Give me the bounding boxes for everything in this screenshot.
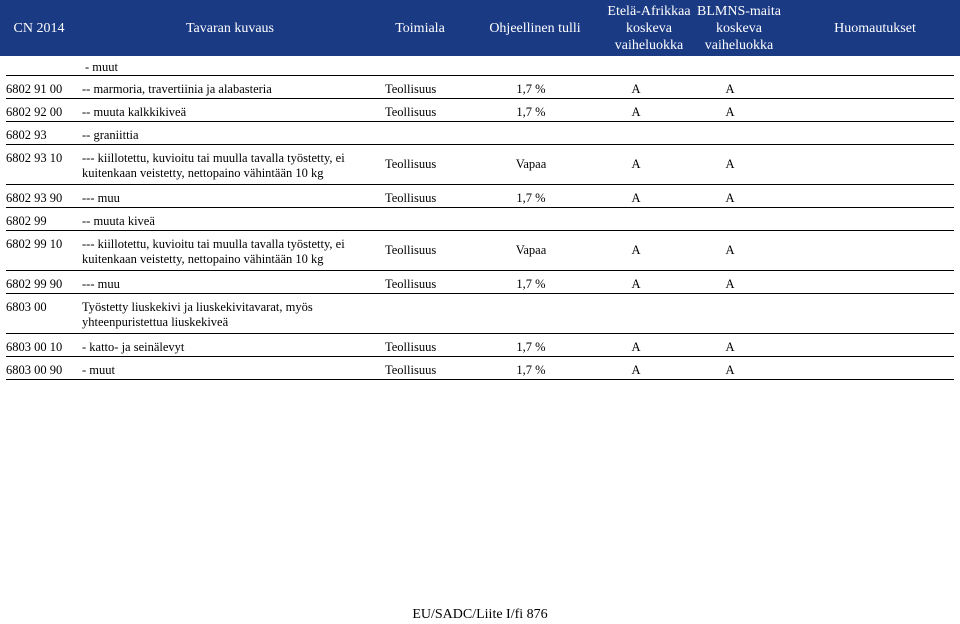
row-sector: Teollisuus bbox=[385, 277, 437, 291]
table-row bbox=[6, 121, 954, 145]
row-sa-stage: A bbox=[631, 340, 641, 354]
table-header bbox=[0, 0, 960, 56]
table-row bbox=[6, 98, 954, 122]
row-sector: Teollisuus bbox=[385, 191, 437, 205]
row-code: 6802 93 10 bbox=[6, 151, 63, 165]
row-tariff: 1,7 % bbox=[516, 82, 546, 96]
row-blmns-stage: A bbox=[725, 105, 735, 119]
row-tariff: 1,7 % bbox=[516, 105, 546, 119]
header-tariff: Ohjeellinen tulli bbox=[489, 20, 581, 36]
row-code: 6802 91 00 bbox=[6, 82, 63, 96]
row-blmns-stage: A bbox=[725, 243, 735, 257]
row-description: --- muu bbox=[82, 191, 120, 205]
row-code: 6802 92 00 bbox=[6, 105, 63, 119]
header-cn: CN 2014 bbox=[13, 20, 65, 36]
row-blmns-stage: A bbox=[725, 340, 735, 354]
row-description: --- kiillotettu, kuvioitu tai muulla tavalla työstetty, ei kuitenkaan veistetty, nettopaino vähintään 10 kg bbox=[82, 151, 345, 180]
row-sector: Teollisuus bbox=[385, 363, 437, 377]
row-blmns-stage: A bbox=[725, 191, 735, 205]
row-code: 6802 99 90 bbox=[6, 277, 63, 291]
row-tariff: 1,7 % bbox=[516, 340, 546, 354]
row-sa-stage: A bbox=[631, 157, 641, 171]
table-row bbox=[6, 184, 954, 208]
row-tariff: 1,7 % bbox=[516, 277, 546, 291]
row-code: 6803 00 90 bbox=[6, 363, 63, 377]
row-description: -- muuta kiveä bbox=[82, 214, 155, 228]
table-row bbox=[6, 333, 954, 357]
row-sa-stage: A bbox=[631, 191, 641, 205]
header-description: Tavaran kuvaus bbox=[185, 20, 275, 36]
table-row bbox=[6, 144, 954, 185]
table-bottom-rule bbox=[6, 379, 954, 380]
row-description: --- kiillotettu, kuvioitu tai muulla tavalla työstetty, ei kuitenkaan veistetty, nettopaino vähintään 10 kg bbox=[82, 237, 345, 266]
row-description: -- marmoria, travertiinia ja alabasteria bbox=[82, 82, 272, 96]
row-description: -- muuta kalkkikiveä bbox=[82, 105, 187, 119]
continued-heading: - muut bbox=[85, 60, 118, 74]
table-row bbox=[6, 75, 954, 99]
row-sa-stage: A bbox=[631, 105, 641, 119]
row-code: 6802 93 bbox=[6, 128, 47, 142]
row-description: --- muu bbox=[82, 277, 120, 291]
page-footer: EU/SADC/Liite I/fi 876 bbox=[412, 607, 548, 622]
header-notes: Huomautukset bbox=[834, 20, 916, 36]
row-code: 6802 99 bbox=[6, 214, 47, 228]
row-sa-stage: A bbox=[631, 82, 641, 96]
row-sa-stage: A bbox=[631, 243, 641, 257]
table-row bbox=[6, 293, 954, 334]
table-row bbox=[6, 270, 954, 294]
table-row bbox=[6, 207, 954, 231]
row-blmns-stage: A bbox=[725, 277, 735, 291]
row-tariff: Vapaa bbox=[515, 157, 547, 171]
row-blmns-stage: A bbox=[725, 363, 735, 377]
row-tariff: 1,7 % bbox=[516, 191, 546, 205]
row-sector: Teollisuus bbox=[385, 105, 437, 119]
row-tariff: Vapaa bbox=[515, 243, 547, 257]
row-sa-stage: A bbox=[631, 363, 641, 377]
row-description: - muut bbox=[82, 363, 115, 377]
row-sector: Teollisuus bbox=[385, 157, 437, 171]
row-tariff: 1,7 % bbox=[516, 363, 546, 377]
table-row bbox=[6, 356, 954, 380]
row-description: Työstetty liuskekivi ja liuskekivitavarat, myös yhteenpuristettua liuskekiveä bbox=[82, 300, 313, 329]
header-sector: Toimiala bbox=[395, 20, 445, 36]
header-sa-stage: Etelä-Afrikkaa koskeva vaiheluokka bbox=[607, 3, 691, 53]
row-code: 6803 00 10 bbox=[6, 340, 63, 354]
row-sector: Teollisuus bbox=[385, 243, 437, 257]
table-row bbox=[6, 230, 954, 271]
row-code: 6802 99 10 bbox=[6, 237, 63, 251]
row-blmns-stage: A bbox=[725, 82, 735, 96]
row-sector: Teollisuus bbox=[385, 82, 437, 96]
row-description: -- graniittia bbox=[82, 128, 139, 142]
row-blmns-stage: A bbox=[725, 157, 735, 171]
row-code: 6802 93 90 bbox=[6, 191, 63, 205]
row-description: - katto- ja seinälevyt bbox=[82, 340, 185, 354]
row-sector: Teollisuus bbox=[385, 340, 437, 354]
row-code: 6803 00 bbox=[6, 300, 47, 314]
row-sa-stage: A bbox=[631, 277, 641, 291]
header-blmns-stage: BLMNS-maita koskeva vaiheluokka bbox=[697, 3, 781, 53]
